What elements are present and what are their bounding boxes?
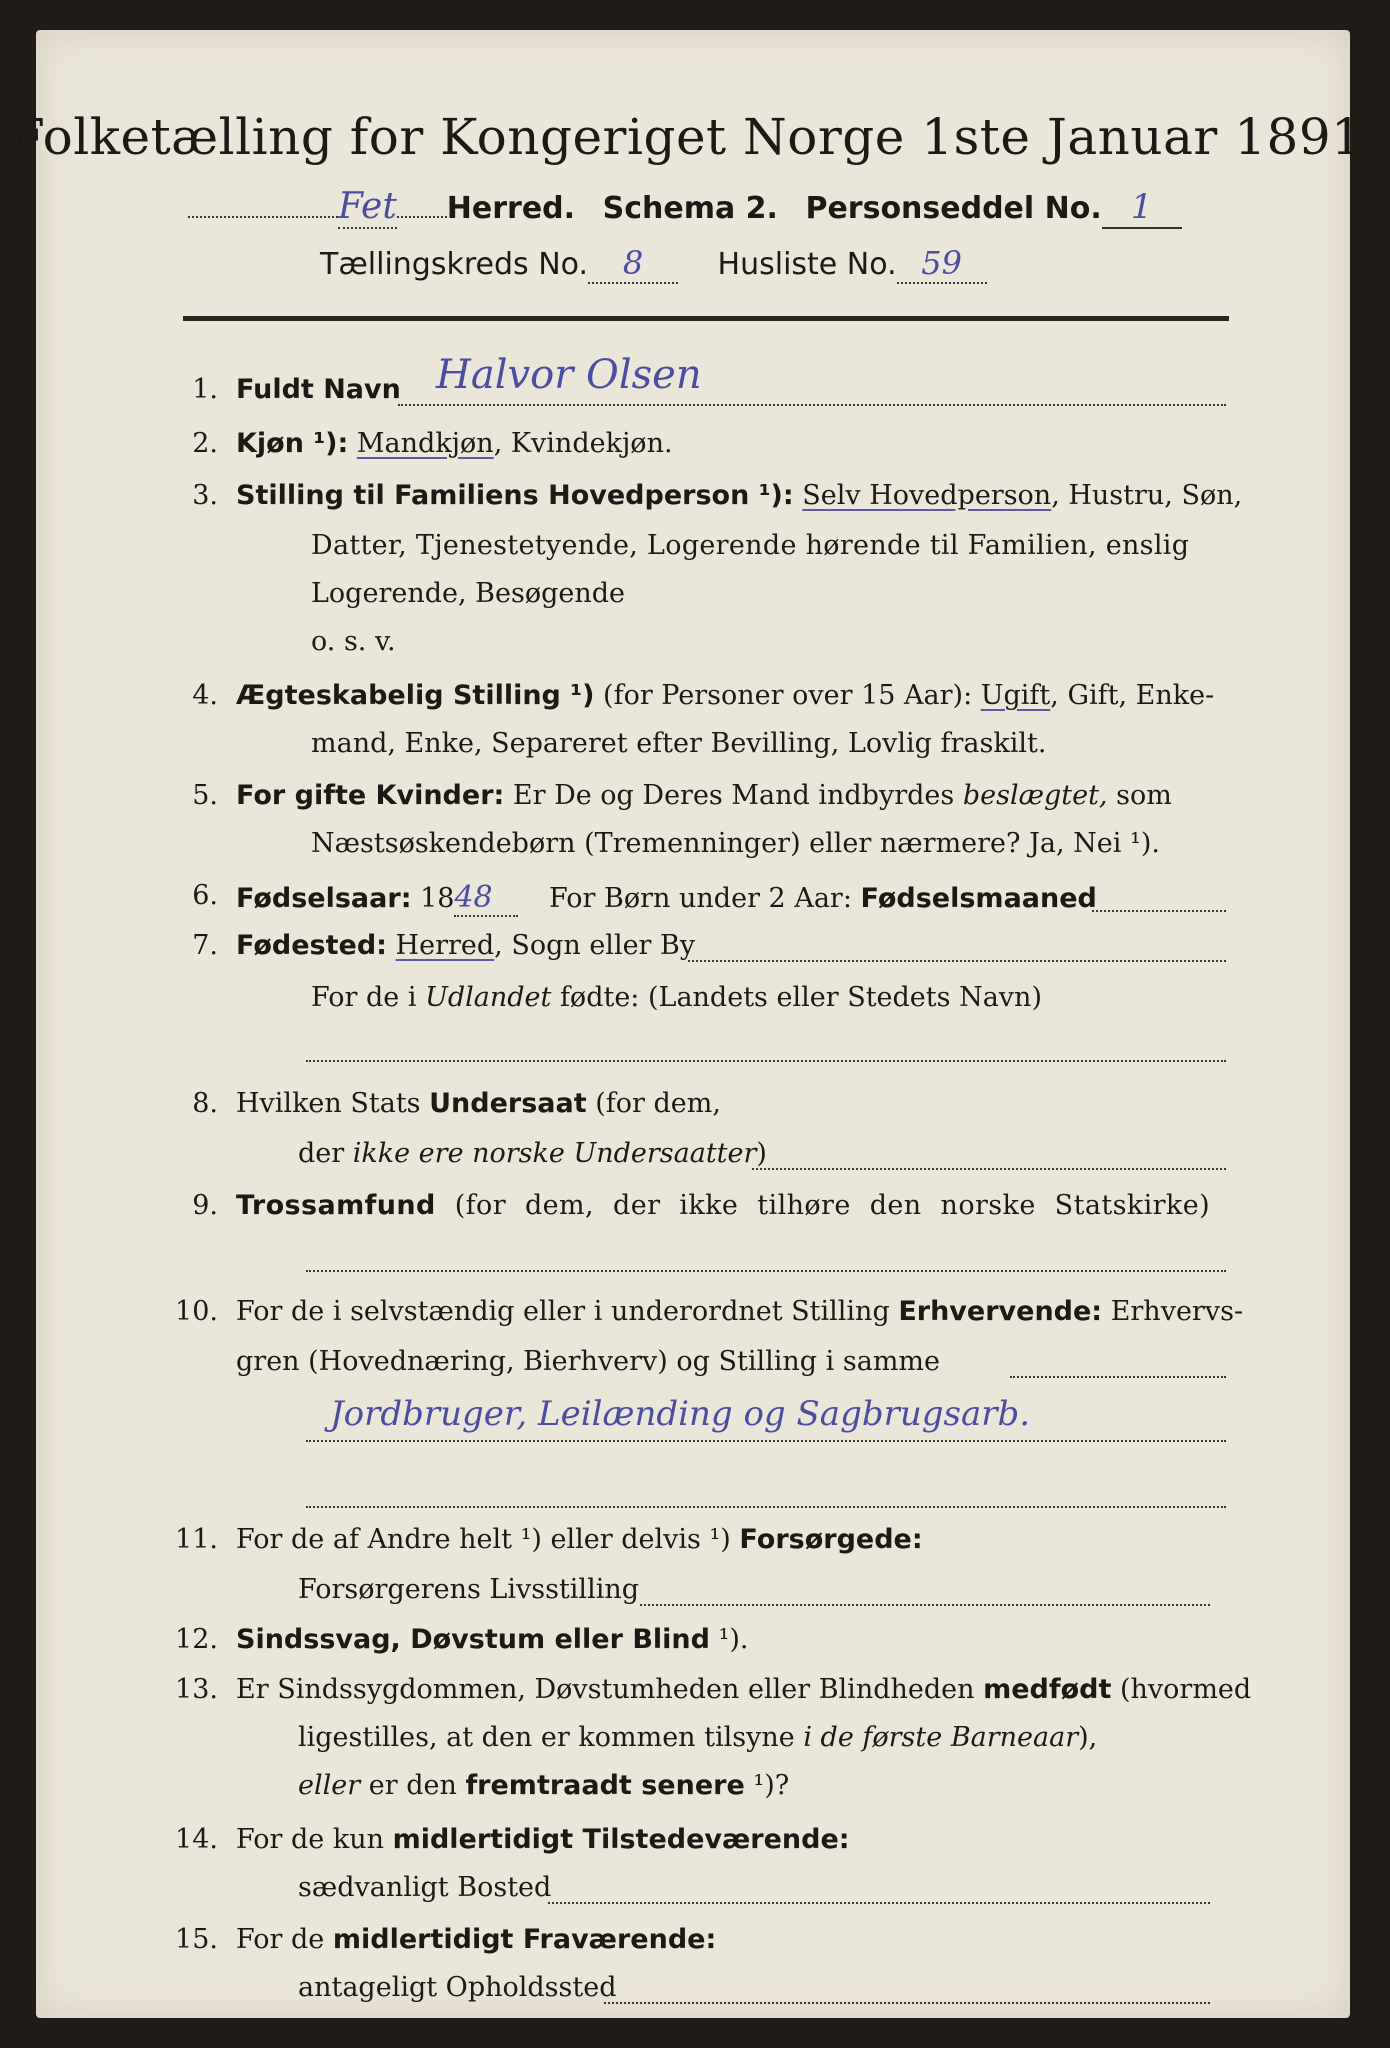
q14-fill [548, 1902, 1210, 1904]
q3-line3: Logerende, Besøgende [311, 578, 625, 609]
q2-line: Kjøn ¹): Mandkjøn, Kvindekjøn. [236, 428, 673, 459]
q8-line2: der ikke ere norske Undersaatter) [298, 1138, 767, 1169]
q11-number: 11. [175, 1524, 218, 1555]
q11-line2: Forsørgerens Livsstilling [298, 1574, 640, 1605]
q10-line2: gren (Hovednæring, Bierhverv) og Stilling i samme [236, 1346, 941, 1377]
q5-number: 5. [192, 780, 218, 811]
schema-label: Schema 2. [602, 191, 778, 226]
q10-line1: For de i selvstændig eller i underordnet Stilling Erhvervende: Erhvervs- [236, 1296, 1244, 1327]
q10-occupation: Jordbruger, Leilænding og Sagbrugsarb. [330, 1394, 1031, 1434]
q1-label: Fuldt Navn [236, 374, 401, 405]
q9-line1: Trossamfund (for dem, der ikke tilhøre den norske Statskirke) [236, 1190, 1211, 1221]
q1-number: 1. [192, 374, 218, 405]
q2-selected: Mandkjøn [356, 428, 494, 459]
q14-line1: For de kun midlertidigt Tilstedeværende: [236, 1824, 850, 1855]
q4-line2: mand, Enke, Separeret efter Bevilling, Lovlig fraskilt. [311, 728, 1047, 759]
husliste-value: 59 [897, 244, 987, 284]
q7-selected: Herred [395, 930, 495, 961]
q10-number: 10. [175, 1296, 218, 1327]
q5-line2: Næstsøskendebørn (Tremenninger) eller nærmere? Ja, Nei ¹). [311, 828, 1160, 859]
q8-fill [752, 1168, 1226, 1170]
q2-number: 2. [192, 428, 218, 459]
q4-number: 4. [192, 680, 218, 711]
q4-line1: Ægteskabelig Stilling ¹) (for Personer over 15 Aar): Ugift, Gift, Enke- [236, 680, 1215, 711]
q3-number: 3. [192, 480, 218, 511]
q8-number: 8. [192, 1088, 218, 1119]
q13-line1: Er Sindssygdommen, Døvstumheden eller Blindheden medfødt (hvormed [236, 1674, 1252, 1705]
q3-line4: o. s. v. [311, 626, 396, 657]
q12-line: Sindssvag, Døvstum eller Blind ¹). [236, 1624, 749, 1655]
q6-number: 6. [192, 880, 218, 911]
q7-line2: For de i Udlandet fødte: (Landets eller Stedets Navn) [311, 982, 1042, 1013]
kreds-value: 8 [588, 244, 678, 284]
q13-line2: ligestilles, at den er kommen tilsyne i de første Barneaar), [298, 1722, 1098, 1753]
q14-line2: sædvanligt Bosted [298, 1872, 552, 1903]
q7-fill2 [306, 1060, 1226, 1062]
footnote: ¹) De for hvert Tilfælde passende Ord understreges. [230, 2016, 947, 2040]
q13-line3: eller er den fremtraadt senere ¹)? [298, 1770, 790, 1801]
q15-line2: antageligt Opholdssted [298, 1972, 617, 2003]
census-form-sheet [36, 30, 1350, 2018]
personseddel-value: 1 [1102, 187, 1182, 229]
q13-number: 13. [175, 1674, 218, 1705]
q7-line1: Fødested: Herred, Sogn eller By [236, 930, 696, 961]
q1-fill [398, 404, 1226, 406]
form-title: Folketælling for Kongeriget Norge 1ste Januar 1891. [10, 108, 1380, 166]
q11-fill [640, 1604, 1210, 1606]
q15-fill [604, 2002, 1210, 2004]
q10-fill2 [306, 1440, 1226, 1442]
q1-line [236, 374, 401, 405]
q7-fill [688, 960, 1226, 962]
herred-value: Fet [338, 186, 397, 227]
q6-birthyear: 48 [454, 880, 518, 917]
q9-number: 9. [192, 1190, 218, 1221]
q9-fill [306, 1270, 1226, 1272]
q10-fill3 [306, 1506, 1226, 1508]
husliste-label: Husliste No. [717, 247, 897, 282]
q1-value: Halvor Olsen [436, 352, 702, 398]
q6-line: Fødselsaar: 1848 For Børn under 2 Aar: Fødselsmaaned [236, 880, 1097, 915]
personseddel-label: Personseddel No. [805, 191, 1102, 226]
q3-selected: Selv Hovedperson [802, 480, 1052, 511]
q6-month-fill [1092, 910, 1226, 912]
header-divider [183, 316, 1229, 321]
q5-line1: For gifte Kvinder: Er De og Deres Mand indbyrdes beslægtet, som [236, 780, 1172, 811]
q8-line1: Hvilken Stats Undersaat (for dem, [236, 1088, 721, 1119]
q10-fill [1010, 1376, 1226, 1378]
kreds-line [320, 244, 987, 284]
kreds-label: Tællingskreds No. [320, 247, 588, 282]
q14-number: 14. [175, 1824, 218, 1855]
q15-line1: For de midlertidigt Fraværende: [236, 1924, 717, 1955]
q7-number: 7. [192, 930, 218, 961]
q11-line1: For de af Andre helt ¹) eller delvis ¹) Forsørgede: [236, 1524, 923, 1555]
herred-line [188, 186, 1182, 229]
herred-label: Herred. [446, 191, 576, 226]
q3-line2: Datter, Tjenestetyende, Logerende hørende til Familien, enslig [311, 530, 1190, 561]
q4-selected: Ugift [980, 680, 1051, 711]
q15-number: 15. [175, 1924, 218, 1955]
q3-line1: Stilling til Familiens Hovedperson ¹): Selv Hovedperson, Hustru, Søn, [236, 480, 1243, 511]
q12-number: 12. [175, 1624, 218, 1655]
